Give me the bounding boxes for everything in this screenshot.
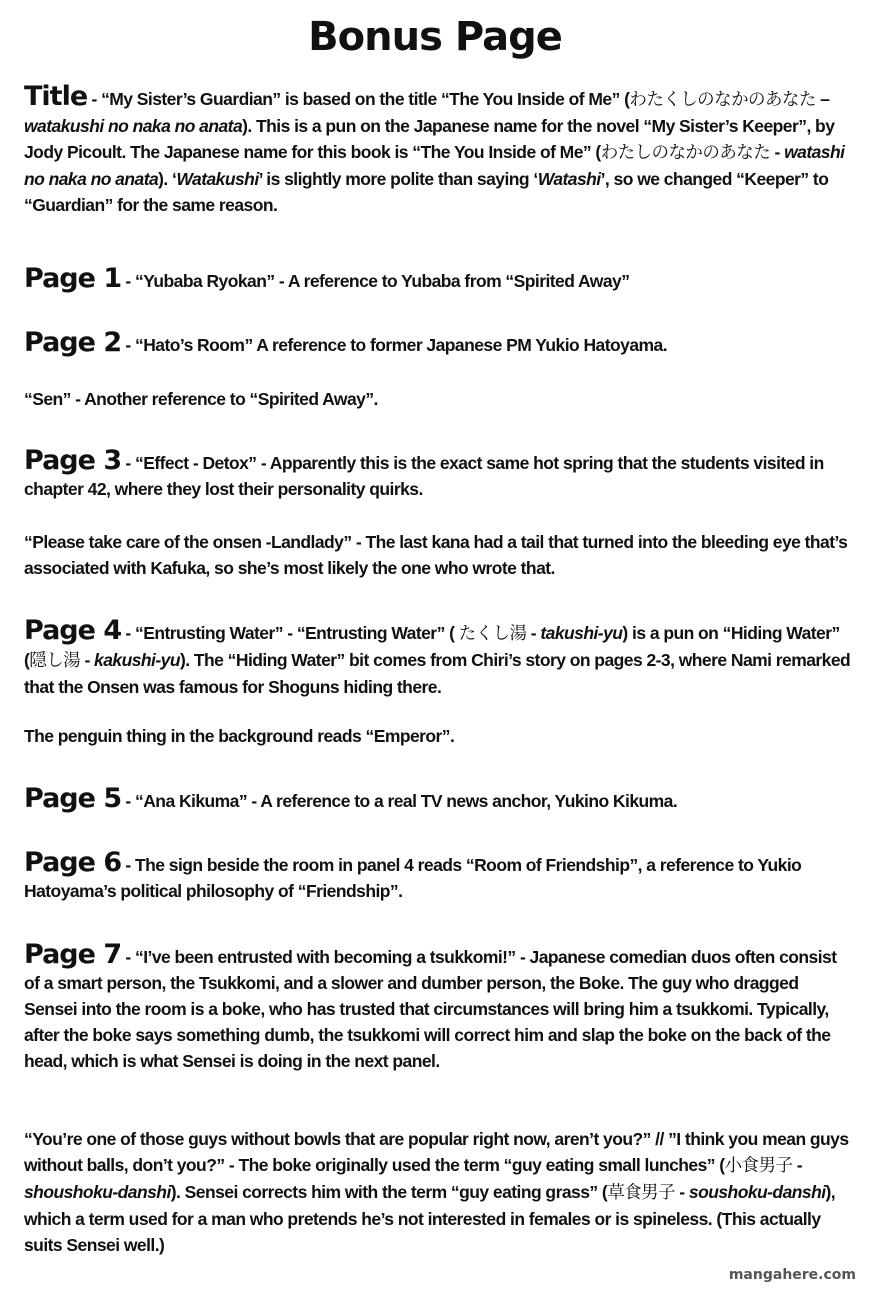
note-text: “Effect - Detox” - Apparently this is the exact same hot spring that the students visited in chapter 42, where they lost their personality quirks. xyxy=(24,453,824,499)
romaji-text: soushoku-danshi xyxy=(688,1182,826,1202)
note-text: - xyxy=(770,142,785,162)
note-text: ), which a term used for a man who pretends he’s not interested in females or is spineless. (This actually suits Sensei well.) xyxy=(24,1182,836,1255)
page-title: Bonus Page xyxy=(308,14,562,60)
note-text: - xyxy=(80,650,95,670)
note-text: The sign beside the room in panel 4 reads “Room of Friendship”, a reference to Yukio Hatoyama’s political philosophy of “Friendship”. xyxy=(24,855,802,901)
note-text: - xyxy=(792,1155,802,1175)
page4-note xyxy=(24,615,854,700)
note-text: “Hato’s Room” A reference to former Japanese PM Yukio Hatoyama. xyxy=(135,335,668,355)
page2-note xyxy=(24,327,854,358)
note-text: ’ is slightly more polite than saying ‘ xyxy=(258,169,538,189)
heading-separator: - xyxy=(121,271,136,291)
heading-separator: - xyxy=(121,791,136,811)
page7-extra-note xyxy=(24,1126,854,1258)
romaji-text: takushi-yu xyxy=(540,623,623,643)
heading-separator: - xyxy=(121,855,136,875)
japanese-text: たくし湯 xyxy=(458,624,527,644)
page7-note xyxy=(24,939,854,1074)
japanese-text: わたしのなかのあなた xyxy=(600,143,771,163)
section-heading: Page 3 xyxy=(24,445,122,476)
heading-separator: - xyxy=(121,453,136,473)
section-heading: Page 2 xyxy=(24,327,122,358)
page6-note xyxy=(24,847,854,904)
section-heading: Page 5 xyxy=(24,783,122,814)
note-text: ). ‘ xyxy=(158,169,177,189)
section-heading: Page 6 xyxy=(24,847,122,878)
section-heading: Page 4 xyxy=(24,615,122,646)
watermark: mangahere.com xyxy=(728,1267,856,1283)
note-text: “You’re one of those guys without bowls that are popular right now, aren’t you?” // ”I think you mean guys without balls, don’t you?” - The boke originally used the term “guy eating small lunches” ( xyxy=(24,1129,849,1175)
page4-extra-note: The penguin thing in the background reads “Emperor”. xyxy=(24,726,455,746)
page5-note xyxy=(24,783,854,814)
japanese-text: 隠し湯 xyxy=(29,651,81,671)
romaji-text: Watashi xyxy=(537,169,601,189)
note-text: - xyxy=(526,623,541,643)
note-text: “I’ve been entrusted with becoming a tsukkomi!” - Japanese comedian duos often consist of a smart person, the Tsukkomi, and a slower and dumber person, the Boke. The guy who dragged Sensei into the room is a boke, who has trusted that circumstances will bring him a tsukkomi. Typically, after the boke says something dumb, the tsukkomi will correct him and slap the boke on the back of the head, which is what Sensei is doing in the next panel. xyxy=(24,947,837,1071)
japanese-text: 小食男子 xyxy=(724,1156,793,1176)
note-text: ). The “Hiding Water” bit comes from Chiri’s story on pages 2-3, where Nami remarked that the Onsen was famous for Shoguns hiding there. xyxy=(24,650,851,697)
section-heading: Page 7 xyxy=(24,939,122,970)
romaji-text: watashi no naka no anata xyxy=(24,142,845,189)
romaji-text: Watakushi xyxy=(176,169,259,189)
romaji-text: watakushi no naka no anata xyxy=(24,116,243,136)
page3-note xyxy=(24,445,854,502)
note-text: – xyxy=(815,89,830,109)
note-text: “My Sister’s Guardian” is based on the title “The You Inside of Me” ( xyxy=(101,89,630,109)
note-text: ’, so we changed “Keeper” to “Guardian” for the same reason. xyxy=(24,169,829,215)
heading-separator: - xyxy=(121,947,136,967)
note-text: “Yubaba Ryokan” - A reference to Yubaba from “Spirited Away” xyxy=(135,271,630,291)
heading-separator: - xyxy=(121,623,136,643)
romaji-text: shoushoku-danshi xyxy=(24,1182,171,1202)
japanese-text: 草食男子 xyxy=(607,1183,675,1203)
japanese-text: わたくしのなかのあなた xyxy=(629,90,816,110)
note-text: ) is a pun on “Hiding Water” ( xyxy=(24,623,840,670)
note-text: ). This is a pun on the Japanese name for the novel “My Sister’s Keeper”, by Jody Picoult. The Japanese name for this book is “The You Inside of Me” ( xyxy=(24,116,835,162)
page2-extra-note: “Sen” - Another reference to “Spirited Away”. xyxy=(24,389,378,409)
note-text: ). Sensei corrects him with the term “guy eating grass” ( xyxy=(170,1182,608,1202)
title-note xyxy=(24,81,854,218)
page3-extra-note: “Please take care of the onsen -Landlady” - The last kana had a tail that turned into the bleeding eye that’s associated with Kafuka, so she’s most likely the one who wrote that. xyxy=(24,532,848,578)
note-text: - xyxy=(675,1182,689,1202)
heading-separator: - xyxy=(87,89,102,109)
section-heading: Page 1 xyxy=(24,263,122,294)
section-heading: Title xyxy=(24,81,88,112)
romaji-text: kakushi-yu xyxy=(94,650,180,670)
note-text: “Entrusting Water” - “Entrusting Water” ( xyxy=(135,623,459,643)
page1-note xyxy=(24,263,854,294)
heading-separator: - xyxy=(121,335,136,355)
note-text: “Ana Kikuma” - A reference to a real TV news anchor, Yukino Kikuma. xyxy=(135,791,678,811)
